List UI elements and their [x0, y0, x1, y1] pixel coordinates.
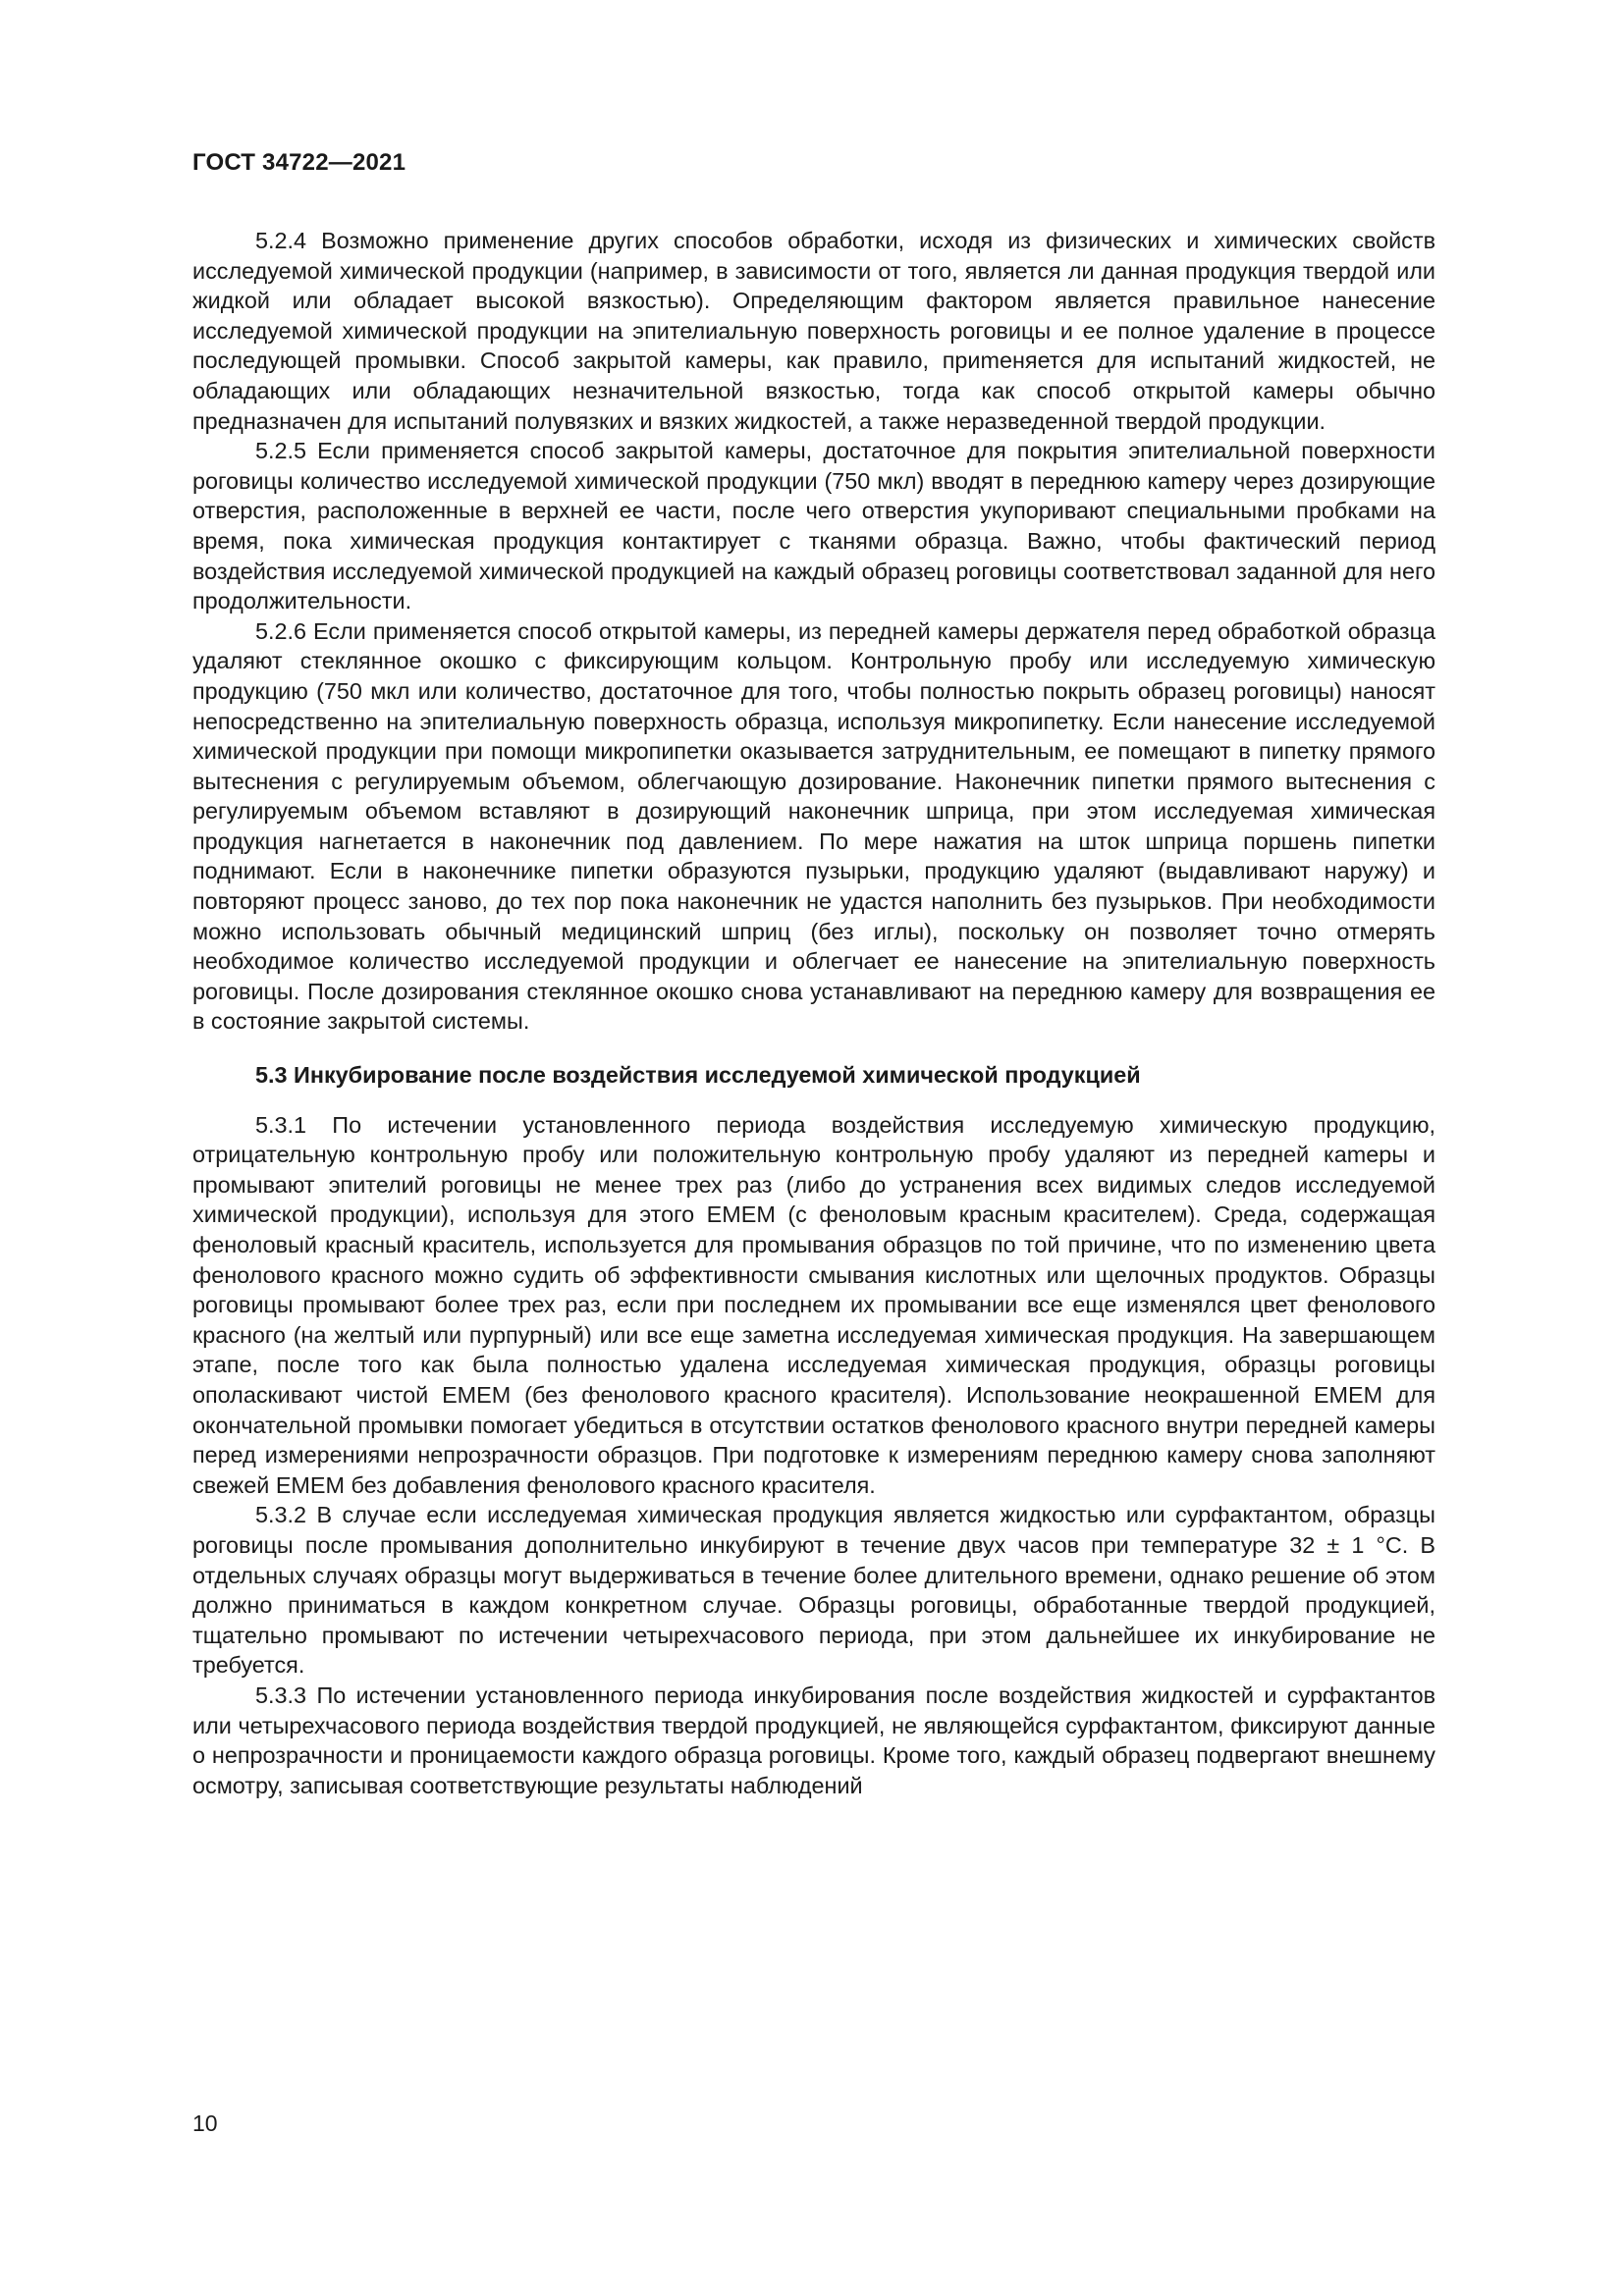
paragraph-5-3-2: 5.3.2 В случае если исследуемая химическая продукция является жидкостью или сурфактантом, образцы роговицы после промывания дополнительно инкубируют в течение двух часов при температуре 32 ± 1 °С. В отдельных случаях образцы могут выдерживаться в течение более длительного времени, однако решение об этом должно приниматься в каждом конкретном случае. Образцы роговицы, обработанные твердой продукцией, тщательно промывают по истечении четырехчасового периода, при этом дальнейшее их инкубирование не требуется.	[192, 1502, 1435, 1679]
paragraph-5-3-1: 5.3.1 По истечении установленного периода воздействия исследуемую химическую продукцию, отрицательную контрольную пробу или положительную контрольную пробу удаляют из передней каmеры и промывают эпителий роговицы не менее трех раз (либо до устранения всех видимых следов исследуемой химической продукции), используя для этого ЕМЕМ (с феноловым красным красителем). Среда, содержащая феноловый красный краситель, используется для промывания образцов по той причине, что по изменению цвета фенолового красного можно судить об эффективности смывания кислотных или щелочных продуктов. Образцы роговицы промывают более трех раз, если при последнем их промывании все еще изменялся цвет фенолового красного (на желтый или пурпурный) или все еще заметна исследуемая химическая продукция. На завершающем этапе, после того как была полностью удалена исследуемая химическая продукция, образцы роговицы ополаскивают чистой ЕМЕМ (без фенолового красного красителя). Использование неокрашенной ЕМЕМ для окончательной промывки помогает убедиться в отсутствии остатков фенолового красного внутри передней камеры перед измерениями непрозрачности образцов. При подготовке к измерениям переднюю камеру снова заполняют свежей ЕМЕМ без добавления фенолового красного красителя.	[192, 1111, 1435, 1498]
paragraph-5-3-3: 5.3.3 По истечении установленного периода инкубирования после воздействия жидкостей и сурфактантов или четырехчасового периода воздействия твердой продукцией, не являющейся сурфактантом, фиксируют данные о непрозрачности и проницаемости каждого образца роговицы. Кроме того, каждый образец подвергают внешнему осмотру, записывая соответствующие результаты наблюдений	[192, 1682, 1435, 1798]
document-header: ГОСТ 34722—2021	[192, 149, 406, 176]
document-body	[192, 226, 1435, 1800]
paragraph-5-2-6: 5.2.6 Если применяется способ открытой камеры, из передней камеры держателя перед обработкой образца удаляют стеклянное окошко с фиксирующим кольцом. Контрольную пробу или исследуемую химическую продукцию (750 мкл или количество, достаточное для того, чтобы полностью покрыть образец роговицы) наносят непосредственно на эпителиальную поверхность образца, используя микропипетку. Если нанесение исследуемой химической продукции при помощи микропипетки оказывается затруднительным, ее помещают в пипетку прямого вытеснения с регулируемым объемом, облегчающую дозирование. Наконечник пипетки прямого вытеснения с регулируемым объемом вставляют в дозирующий наконечник шприца, при этом исследуемая химическая продукция нагнетается в наконечник под давлением. По мере нажатия на шток шприца поршень пипетки поднимают. Если в наконечнике пипетки образуются пузырьки, продукцию удаляют (выдавливают наружу) и повторяют процесс заново, до тех пор пока наконечник не удастся наполнить без пузырьков. При необходимости можно использовать обычный медицинский шприц (без иглы), поскольку он позволяет точно отмерять необходимое количество исследуемой продукции и облегчает ее нанесение на эпителиальную поверхность роговицы. После дозирования стеклянное окошко снова устанавливают на переднюю камеру для возвращения ее в состояние закрытой системы.	[192, 617, 1435, 1035]
paragraph-5-2-5: 5.2.5 Если применяется способ закрытой камеры, достаточное для покрытия эпителиальной поверхности роговицы количество исследуемой химической продукции (750 мкл) вводят в переднюю каmеру через дозирующие отверстия, расположенные в верхней ее части, после чего отверстия укупоривают специальными пробками на время, пока химическая продукция контактирует с тканями образца. Важно, чтобы фактический период воздействия исследуемой химической продукцией на каждый образец роговицы соответствовал заданной для него продолжительности.	[192, 438, 1436, 614]
paragraph-5-2-4: 5.2.4 Возможно применение других способов обработки, исходя из физических и химических свойств исследуемой химической продукции (например, в зависимости от того, является ли данная продукция твердой или жидкой или обладает высокой вязкостью). Определяющим фактором является правильное нанесение исследуемой химической продукции на эпителиальную поверхность роговицы и ее полное удаление в процессе последующей промывки. Способ закрытой камеры, как правило, приmеняется для испытаний жидкостей, не обладающих или обладающих незначительной вязкостью, тогда как способ открытой камеры обычно предназначен для испытаний полувязких и вязких жидкостей, а также неразведенной твердой продукции.	[192, 228, 1435, 434]
page-number: 10	[192, 2110, 218, 2136]
section-heading-5-3: 5.3 Инкубирование после воздействия исследуемой химической продукцией	[255, 1062, 1141, 1089]
